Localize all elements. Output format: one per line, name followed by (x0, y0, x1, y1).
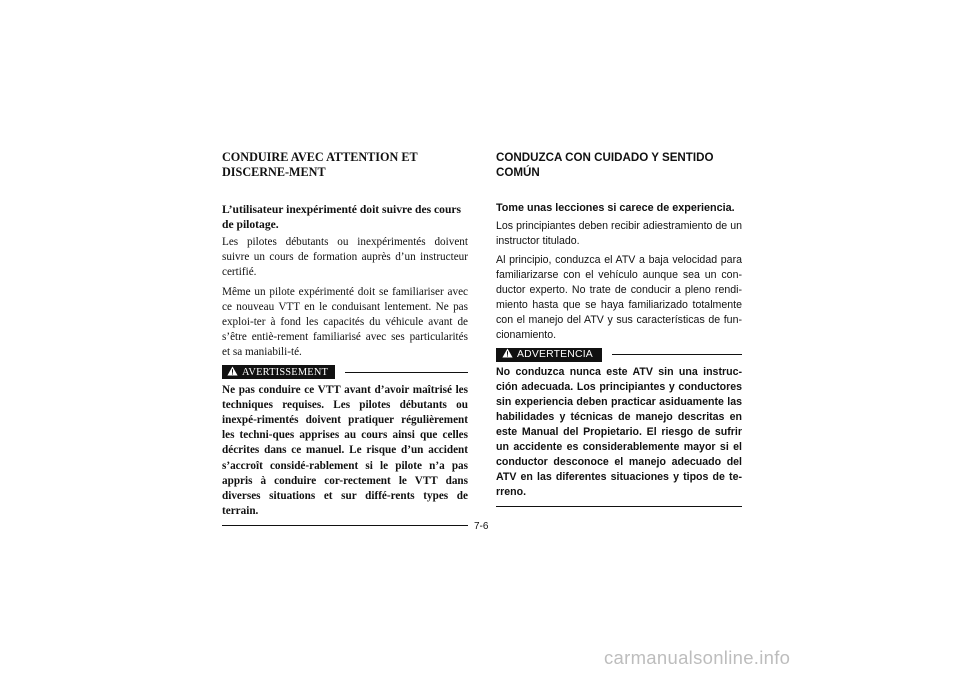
french-warning-rule (345, 372, 468, 373)
spanish-warning-header (496, 347, 742, 362)
french-warning-badge (222, 365, 335, 379)
french-warning-header (222, 365, 468, 380)
spanish-warning-badge (496, 348, 602, 362)
spanish-warning-rule (612, 354, 742, 355)
warning-triangle-icon (227, 366, 238, 379)
spanish-paragraph-1: Los principiantes deben recibir adiestramiento de un instructor titulado. (496, 220, 742, 247)
french-paragraph-2: Même un pilote expérimenté doit se familiariser avec ce nouveau VTT en le conduisant lentement. Ne pas exploi-ter à fond les capacités du véhicule avant de s’être entiè-rement familiarisé avec ses particularités et sa maniabili-té. (222, 285, 468, 359)
spanish-bottom-rule (496, 506, 742, 507)
spanish-warning-label: ADVERTENCIA (517, 349, 593, 360)
spanish-heading: CONDUZCA CON CUIDADO Y SENTIDO COMÚN (496, 151, 714, 179)
french-warning-text: Ne pas conduire ce VTT avant d’avoir maîtrisé les techniques requises. Les pilotes débutants ou inexpé-rimentés doivent pratiquer régulièrement les techni-ques apprises au cours ainsi que celles décrites dans ce manuel. Le risque d’un accident s’accroît considé-rablement si le pilote n’a pas appris à conduire cor-rectement le VTT dans diverses situations et sur diffé-rents types de terrain. (222, 383, 468, 518)
spanish-subheading: Tome unas lecciones si carece de experiencia. (496, 202, 735, 214)
french-paragraph-1: Les pilotes débutants ou inexpérimentés doivent suivre un cours de formation auprès d’un instructeur certifié. (222, 236, 468, 279)
spanish-column (496, 150, 742, 507)
french-bottom-rule (222, 525, 468, 526)
french-warning-label: AVERTISSEMENT (242, 366, 329, 378)
watermark-link[interactable]: carmanualsonline.info (604, 647, 791, 668)
french-column (222, 150, 468, 526)
french-subheading: L’utilisateur inexpérimenté doit suivre des cours de pilotage. (222, 203, 462, 231)
spanish-warning-text: No conduzca nunca este ATV sin una instruc-ción adecuada. Los principiantes y conductores sin experiencia deben practicar asiduamente las habilidades y técnicas de manejo descritas en este Manual del Propietario. El riesgo de sufrir un accidente es considerablemente mayor si el conductor desconoce el manejo adecuado del ATV en las diferentes situaciones y tipos de te-rreno. (496, 366, 742, 498)
french-heading: CONDUIRE AVEC ATTENTION ET DISCERNE-MENT (222, 150, 418, 179)
spanish-paragraph-2: Al principio, conduzca el ATV a baja velocidad para familiarizarse con el vehículo aunque sea un con-ductor experto. No trate de conducir a pleno rendi-miento hasta que se haya familiarizado totalmente con el manejo del ATV y sus características de fun-cionamiento. (496, 254, 742, 341)
page-number: 7-6 (474, 521, 489, 532)
warning-triangle-icon (502, 348, 513, 361)
